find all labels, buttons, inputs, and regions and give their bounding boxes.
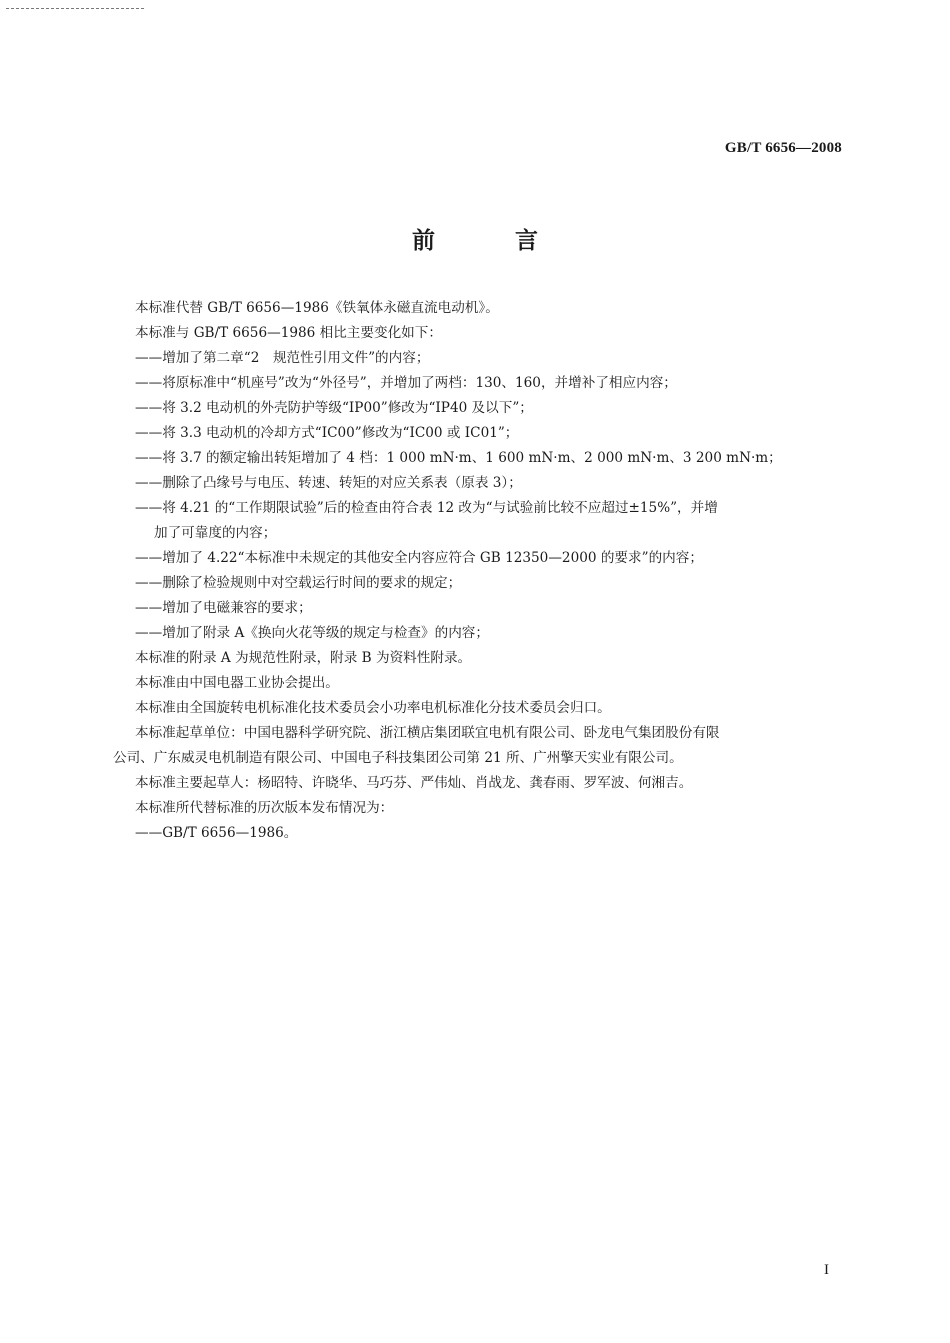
paragraph: 本标准与 GB/T 6656—1986 相比主要变化如下： [135, 325, 442, 341]
list-item: ——将 4.21 的“工作期限试验”后的检查由符合表 12 改为“与试验前比较不应超过±15%”，并增 [135, 500, 718, 516]
paragraph: 本标准由中国电器工业协会提出。 [135, 675, 339, 691]
paragraph-continuation: 公司、广东威灵电机制造有限公司、中国电子科技集团公司第 21 所、广州擎天实业有限公司。 [113, 750, 683, 766]
standard-code: GB/T 6656—2008 [724, 140, 842, 156]
top-dashed-rule [6, 8, 144, 9]
paragraph: 本标准的附录 A 为规范性附录，附录 B 为资料性附录。 [135, 650, 472, 666]
paragraph: 本标准代替 GB/T 6656—1986《铁氧体永磁直流电动机》。 [135, 300, 499, 316]
foreword-body [113, 296, 855, 846]
list-item: ——增加了 4.22“本标准中未规定的其他安全内容应符合 GB 12350—2000 的要求”的内容； [135, 550, 703, 566]
list-item: ——将原标准中“机座号”改为“外径号”，并增加了两档：130、160，并增补了相应内容； [135, 375, 677, 391]
list-item: ——删除了凸缘号与电压、转速、转矩的对应关系表（原表 3）； [135, 475, 522, 491]
list-item: ——删除了检验规则中对空载运行时间的要求的规定； [135, 575, 462, 591]
page-title: 前 言 [411, 227, 574, 254]
paragraph: 本标准所代替标准的历次版本发布情况为： [135, 800, 394, 816]
list-item: ——增加了电磁兼容的要求； [135, 600, 312, 616]
list-item: ——GB/T 6656—1986。 [135, 825, 298, 841]
list-item: ——将 3.3 电动机的冷却方式“IC00”修改为“IC00 或 IC01”； [135, 425, 519, 441]
list-item: ——增加了第二章“2 规范性引用文件”的内容； [135, 350, 430, 366]
paragraph: 本标准起草单位：中国电器科学研究院、浙江横店集团联宜电机有限公司、卧龙电气集团股份有限 [135, 725, 720, 741]
list-item-continuation: 加了可靠度的内容； [154, 525, 277, 541]
list-item: ——将 3.7 的额定输出转矩增加了 4 档：1 000 mN·m、1 600 mN·m、2 000 mN·m、3 200 mN·m； [135, 450, 782, 466]
page-number: I [824, 1262, 829, 1278]
paragraph: 本标准由全国旋转电机标准化技术委员会小功率电机标准化分技术委员会归口。 [135, 700, 611, 716]
list-item: ——增加了附录 A《换向火花等级的规定与检查》的内容； [135, 625, 489, 641]
list-item: ——将 3.2 电动机的外壳防护等级“IP00”修改为“IP40 及以下”； [135, 400, 533, 416]
paragraph: 本标准主要起草人：杨昭特、许晓华、马巧芬、严伟灿、肖战龙、龚春雨、罗军波、何湘吉。 [135, 775, 693, 791]
